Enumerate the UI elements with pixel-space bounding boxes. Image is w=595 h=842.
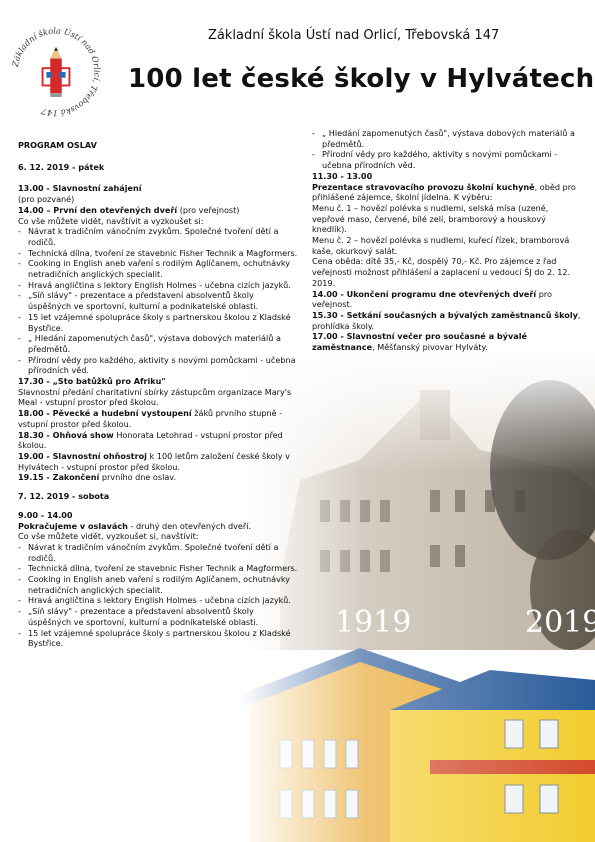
day2-heading: 7. 12. 2019 - sobota [18,491,110,502]
event-fireworks-text: k 100 letům založení české školy v Hylvátech - vstupní prostor před školou. [18,450,290,472]
program-right-column [312,128,582,353]
day2-title [18,521,298,532]
event-program-end-title: 14.00 - Ukončení programu dne otevřených dveří [312,288,537,299]
logo-text: Základní škola Ústí nad Orlicí, Třebovská 147 [9,25,103,119]
event-africa-text: Slavnostní předání charitativní sbírky zástupcům organizace Mary's Meal - vstupní prostor před školou. [18,386,292,408]
event-closing [18,472,298,483]
event-singing-text: žáků prvního stupně - vstupní prostor před školou. [18,408,283,429]
program-heading: PROGRAM OSLAV [18,140,97,150]
event-evening [312,331,582,352]
school-name: Základní škola Ústí nad Orlicí, Třebovská 147 [208,28,500,43]
day1-heading: 6. 12. 2019 - pátek [18,161,105,172]
event-fire-show-time: 18.30 - [18,429,50,440]
day2-activity-list-cont [312,128,582,171]
list-item: - Návrat k tradičním vánočním zvykům. Společné tvoření dětí a rodičů. [18,542,298,563]
list-item: - „Síň slávy" - prezentace a představení absolventů školy úspěšných ve sportovní, kulturní a podnikatelské oblasti. [18,606,298,627]
day2-title-bold: Pokračujeme v oslavách [18,520,128,531]
event-program-end [312,289,582,310]
list-item: - Cooking in English aneb vaření s rodilým Aglíčanem, ochutnávky netradičních anglických specialit. [18,258,298,279]
list-item: - Technická dílna, tvoření ze stavebnic Fisher Technik a Magformers. [18,248,298,259]
event-fire-show [18,430,298,451]
event-fireworks [18,451,298,472]
lunch-time: 11.30 - 13.00 [312,170,373,181]
event-africa-title: 17.30 - „Sto batůžků pro Afriku" [18,376,166,387]
list-item: - „ Hledání zapomenutých časů", výstava dobových materiálů a předmětů. [312,128,582,149]
list-item: - Přírodní vědy pro každého, aktivity s novými pomůckami - učebna přírodních věd. [312,149,582,170]
day2-activity-list [18,542,298,649]
list-item: - Přírodní vědy pro každého, aktivity s novými pomůckami - učebna přírodních věd. [18,355,298,376]
event-closing-text: prvního dne oslav. [99,472,177,483]
page-title: 100 let české školy v Hylvátech [128,64,595,94]
event-fireworks-title: 19.00 - Slavnostní ohňostroj [18,450,147,461]
event-staff-meeting [312,310,582,331]
list-item: - Návrat k tradičním vánočním zvykům. Společné tvoření dětí a rodičů. [18,226,298,247]
lunch-info [312,182,582,203]
lunch-text: , oběd pro přihlášené zájemce, školní jídelna. K výběru: [312,181,576,203]
event-program-end-text: pro veřejnost. [312,288,552,310]
event-closing-title: 19.15 - Zakončení [18,472,100,483]
event-staff-meeting-time: 15.30 - [312,309,344,320]
event-evening-title: 17.00 - Slavnostní večer pro současné a bývalé zaměstnance [312,331,527,353]
event-open-day-note: (pro veřejnost) [177,204,240,215]
event-staff-meeting-text: , prohlídka školy. [312,309,581,331]
event-singing-time: 18.00 - [18,408,50,419]
day2-sub: Co vše můžete vidět, vyzkoušet si, navštívit: [18,531,199,542]
list-item: - Technická dílna, tvoření ze stavebnic Fisher Technik a Magformers. [18,563,298,574]
program-left-column [18,140,298,649]
list-item: - Hravá angličtina s lektory English Holmes - učebna cizích jazyků. [18,280,298,291]
list-item: - „ Hledání zapomenutých časů", výstava dobových materiálů a předmětů. [18,333,298,354]
day2-title-rest: - druhý den otevřených dveří. [127,520,252,531]
event-staff-meeting-title: Setkání současných a bývalých zaměstnanců školy [343,309,578,320]
list-item: - 15 let vzájemné spolupráce školy s partnerskou školou z Kladské Bystřice. [18,312,298,333]
menu-2: Menu č. 2 – hovězí polévka s nudlemi, kuřecí řízek, bramborová kaše, okurkový salát. [312,235,570,256]
day1-activity-list [18,226,298,376]
event-opening: 13.00 - Slavnostní zahájení [18,183,142,194]
lunch-price: Cena oběda: dítě 35,- Kč, dospělý 70,- Kč. Pro zájemce z řad veřejnosti možnost přihlášení a zaplacení u vedoucí ŠJ do 2. 12. 2019. [312,256,571,288]
event-fire-show-title: Ohňová show [49,429,114,440]
day2-time: 9.00 - 14.00 [18,509,73,520]
menu-1: Menu č. 1 – hovězí polévka s nudlemi, selská mísa (uzené, vepřové maso, červené, bílé zelí, bramborový a houskový knedlík). [312,202,549,235]
event-singing [18,408,298,429]
event-open-day-sub: Co vše můžete vidět, navštívit a vyzkoušet si: [18,215,204,226]
event-evening-text: , Měšťanský pivovar Hylváty. [372,342,488,353]
list-item: - 15 let vzájemné spolupráce školy s partnerskou školou z Kladské Bystřice. [18,628,298,649]
event-singing-title: Pěvecké a hudební vystoupení [49,408,192,419]
list-item: - Hravá angličtina s lektory English Holmes - učebna cizích jazyků. [18,595,298,606]
event-open-day [18,205,298,216]
school-logo [8,24,104,120]
lunch-title: Prezentace stravovacího provozu školní kuchyně [312,181,535,192]
list-item: - Cooking in English aneb vaření s rodilým Aglíčanem, ochutnávky netradičních anglických specialit. [18,574,298,595]
event-open-day-title: 14.00 – První den otevřených dveří [18,204,178,215]
event-opening-note: (pro pozvané) [18,194,75,205]
list-item: - „Síň slávy" - prezentace a představení absolventů školy úspěšných ve sportovní, kulturní a podnikatelské oblasti. [18,290,298,311]
event-fire-show-text: Honorata Letohrad - vstupní prostor před školou. [18,429,283,451]
